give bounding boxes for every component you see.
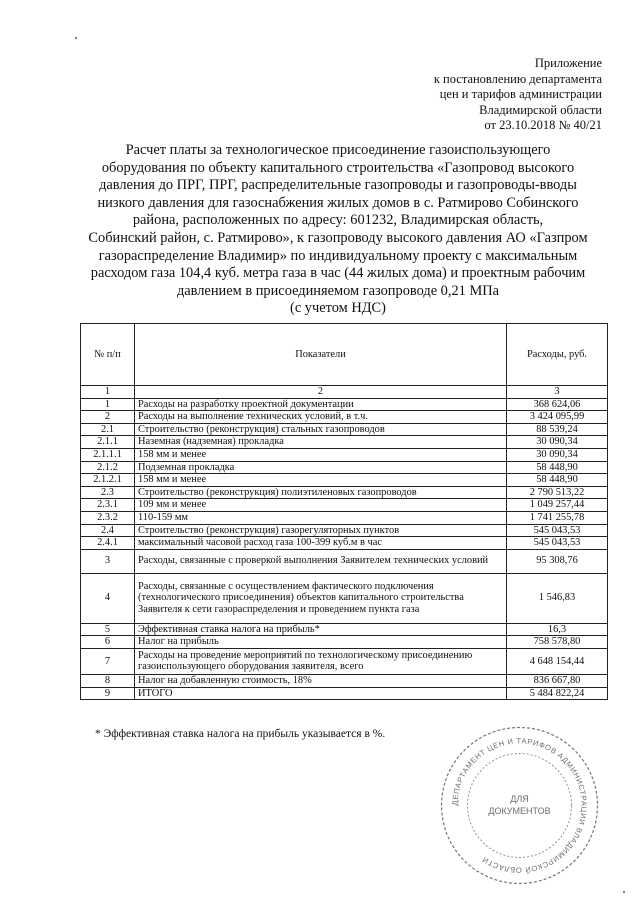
table-row — [81, 636, 608, 649]
row-num-cell: 2.1.2 — [81, 461, 135, 474]
document-stamp — [432, 718, 607, 893]
appendix-line: Владимирской области — [479, 102, 602, 117]
table-row — [81, 573, 608, 623]
table-row — [81, 511, 608, 524]
row-num-cell: 2.1.1.1 — [81, 448, 135, 461]
title-line: газораспределение Владимир» по индивидуальному проекту с максимальным — [98, 247, 578, 264]
row-value-cell: 30 090,34 — [507, 436, 608, 449]
header-value: Расходы, руб. — [507, 324, 608, 386]
row-name-cell: Эффективная ставка налога на прибыль* — [135, 623, 507, 636]
row-value-cell: 30 090,34 — [507, 448, 608, 461]
table-row — [81, 524, 608, 537]
row-num-cell: 1 — [81, 398, 135, 411]
table-row — [81, 623, 608, 636]
row-value-cell: 1 741 255,78 — [507, 511, 608, 524]
header-num: № п/п — [81, 324, 135, 386]
table-row — [81, 687, 608, 700]
row-value-cell: 16,3 — [507, 623, 608, 636]
appendix-line: к постановлению департамента — [433, 71, 602, 86]
index-cell: 2 — [135, 386, 507, 399]
stamp-center-line1: ДЛЯ — [510, 794, 529, 804]
scan-speck — [75, 37, 77, 39]
row-num-cell: 3 — [81, 549, 135, 573]
appendix-date: от 23.10.2018 № 40/21 — [484, 118, 602, 133]
appendix-header — [382, 56, 602, 134]
row-num-cell: 4 — [81, 573, 135, 623]
row-value-cell: 545 043,53 — [507, 537, 608, 550]
row-name-cell: Наземная (надземная) прокладка — [135, 436, 507, 449]
row-name-cell: Строительство (реконструкция) полиэтиленовых газопроводов — [135, 486, 507, 499]
row-num-cell: 8 — [81, 674, 135, 687]
table-row — [81, 411, 608, 424]
row-name-cell: Подземная прокладка — [135, 461, 507, 474]
row-name-cell: Строительство (реконструкция) газорегуляторных пунктов — [135, 524, 507, 537]
table-row — [81, 474, 608, 487]
row-name-cell: Расходы на проведение мероприятий по технологическому присоединению газоиспользующего оборудования заявителя, всего — [135, 648, 507, 674]
row-num-cell: 2.1.1 — [81, 436, 135, 449]
table-row — [81, 398, 608, 411]
row-value-cell: 4 648 154,44 — [507, 648, 608, 674]
row-name-cell: Расходы, связанные с проверкой выполнения Заявителем технических условий — [135, 549, 507, 573]
row-num-cell: 2.4 — [81, 524, 135, 537]
title-line: Расчет платы за технологическое присоединение газоиспользующего — [125, 142, 551, 158]
row-name-cell: Налог на добавленную стоимость, 18% — [135, 674, 507, 687]
row-num-cell: 2.1.2.1 — [81, 474, 135, 487]
table-row — [81, 648, 608, 674]
row-name-cell: 110-159 мм — [135, 511, 507, 524]
row-name-cell: максимальный часовой расход газа 100-399 куб.м в час — [135, 537, 507, 550]
row-name-cell: Расходы на разработку проектной документации — [135, 398, 507, 411]
table-row — [81, 486, 608, 499]
title-line: низкого давления для газоснабжения жилых домов в с. Ратмирово Собинского — [97, 194, 579, 211]
header-name: Показатели — [135, 324, 507, 386]
table-row — [81, 448, 608, 461]
row-num-cell: 2.3.2 — [81, 511, 135, 524]
title-line: давления до ПРГ, ПРГ, распределительные газопроводы и газопроводы-вводы — [99, 177, 577, 194]
table-row — [81, 461, 608, 474]
row-name-cell: 109 мм и менее — [135, 499, 507, 512]
row-num-cell: 7 — [81, 648, 135, 674]
table-body — [81, 386, 608, 700]
row-name-cell: Строительство (реконструкция) стальных газопроводов — [135, 423, 507, 436]
index-cell: 3 — [507, 386, 608, 399]
table-row — [81, 674, 608, 687]
stamp-center-line2: ДОКУМЕНТОВ — [488, 806, 551, 816]
row-value-cell: 1 049 257,44 — [507, 499, 608, 512]
row-num-cell: 2.3.1 — [81, 499, 135, 512]
row-value-cell: 58 448,90 — [507, 461, 608, 474]
stamp-ring-text: ДЕПАРТАМЕНТ ЦЕН И ТАРИФОВ АДМИНИСТРАЦИИ ВЛАДИМИРСКОЙ ОБЛАСТИ — [450, 736, 589, 875]
title-line: района, расположенных по адресу: 601232, Владимирская область, — [132, 212, 544, 229]
title-vat-note: (с учетом НДС) — [290, 300, 386, 317]
scan-speck — [623, 891, 625, 893]
row-value-cell: 95 308,76 — [507, 549, 608, 573]
appendix-line: цен и тарифов администрации — [439, 87, 602, 102]
row-value-cell: 2 790 513,22 — [507, 486, 608, 499]
row-name-cell: Расходы, связанные с осуществлением фактического подключения (технологического присоединения) объектов капитального строительства Заявителя к сети газораспределения и проведением пункта газа — [135, 573, 507, 623]
row-name-cell: 158 мм и менее — [135, 474, 507, 487]
row-num-cell: 2.4.1 — [81, 537, 135, 550]
table-header-row — [81, 324, 608, 386]
row-value-cell: 758 578,80 — [507, 636, 608, 649]
document-title — [78, 142, 598, 318]
row-num-cell: 6 — [81, 636, 135, 649]
title-line: расходом газа 104,4 куб. метра газа в час (44 жилых дома) и проектным рабочим — [90, 265, 586, 282]
row-value-cell: 3 424 095,99 — [507, 411, 608, 424]
table-row — [81, 499, 608, 512]
row-num-cell: 5 — [81, 623, 135, 636]
row-value-cell: 58 448,90 — [507, 474, 608, 487]
title-line: оборудования по объекту капитального строительства «Газопровод высокого — [101, 159, 575, 176]
row-value-cell: 368 624,06 — [507, 398, 608, 411]
row-name-cell: ИТОГО — [135, 687, 507, 700]
title-line: Собинский район, с. Ратмирово», к газопроводу высокого давления АО «Газпром — [88, 229, 588, 246]
title-line: давлением в присоединяемом газопроводе 0,21 МПа — [176, 282, 500, 299]
footnote: * Эффективная ставка налога на прибыль указывается в %. — [95, 728, 386, 740]
row-name-cell: 158 мм и менее — [135, 448, 507, 461]
row-value-cell: 5 484 822,24 — [507, 687, 608, 700]
table-row — [81, 436, 608, 449]
table-row — [81, 537, 608, 550]
row-value-cell: 836 667,80 — [507, 674, 608, 687]
row-num-cell: 2.1 — [81, 423, 135, 436]
row-value-cell: 88 539,24 — [507, 423, 608, 436]
row-name-cell: Расходы на выполнение технических условий, в т.ч. — [135, 411, 507, 424]
column-index-row — [81, 386, 608, 399]
table-row — [81, 423, 608, 436]
appendix-line: Приложение — [534, 56, 602, 70]
row-value-cell: 1 546,83 — [507, 573, 608, 623]
index-cell: 1 — [81, 386, 135, 399]
row-num-cell: 2.3 — [81, 486, 135, 499]
row-name-cell: Налог на прибыль — [135, 636, 507, 649]
calculation-table — [80, 323, 608, 700]
row-num-cell: 9 — [81, 687, 135, 700]
row-value-cell: 545 043,53 — [507, 524, 608, 537]
row-num-cell: 2 — [81, 411, 135, 424]
table-row — [81, 549, 608, 573]
